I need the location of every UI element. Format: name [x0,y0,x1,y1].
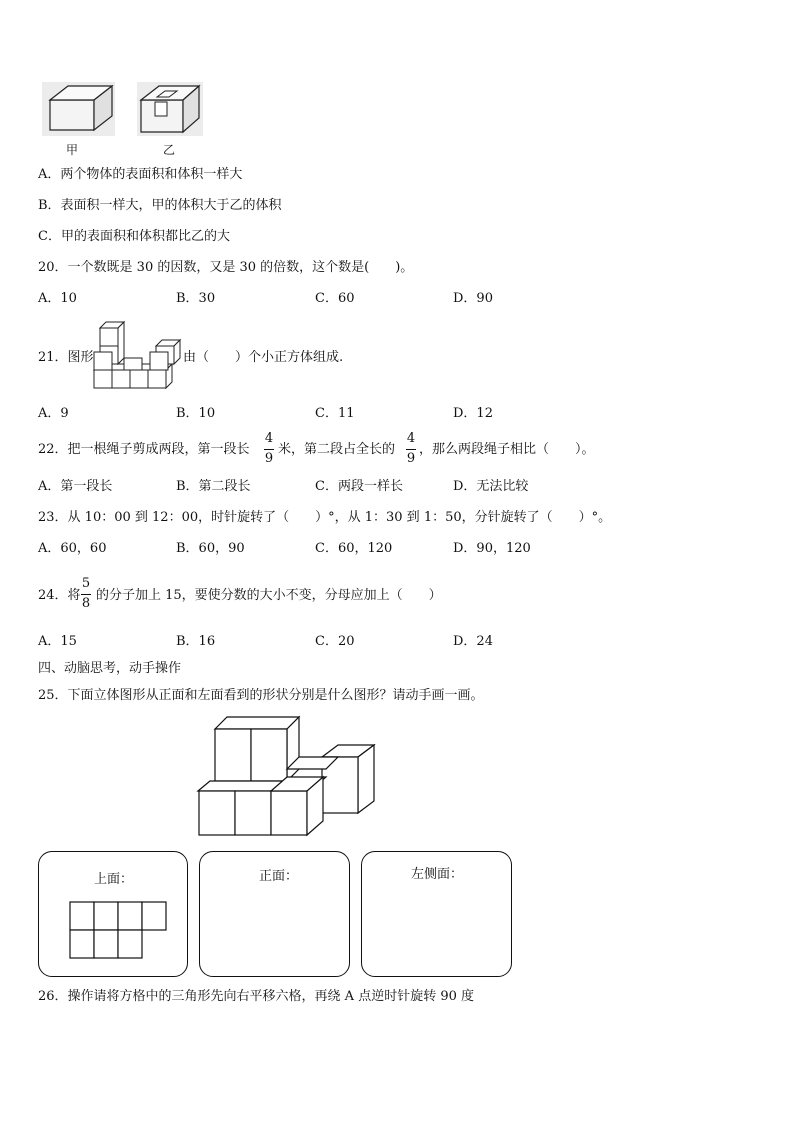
q24-fraction-bar [81,594,91,595]
q24-option-c[interactable]: C．20 [315,634,355,649]
q23-option-d[interactable]: D．90，120 [453,541,531,556]
q25-stem: 25．下面立体图形从正面和左面看到的形状分别是什么图形？请动手画一画。 [38,688,484,703]
front-view-title: 正面： [259,869,299,884]
hollow-block-yi-drawing [137,82,203,136]
figure-jia [42,82,115,136]
cuboid-jia-drawing [42,82,115,136]
q25-solid-figure [198,713,376,837]
q22-option-d[interactable]: D．无法比较 [453,479,529,494]
q21-cube-figure [93,322,183,390]
q24-stem-part2: 的分子加上 15，要使分数的大小不变，分母应加上（ ） [96,588,442,603]
q22-option-b[interactable]: B．第二段长 [176,479,251,494]
q22-stem-part2: 米，第二段占全长的 [278,442,396,457]
q26-stem: 26．操作请将方格中的三角形先向右平移六格，再绕 A 点逆时针旋转 90 度 [38,989,475,1004]
q21-option-c[interactable]: C．11 [315,406,355,421]
q22-fraction1-numerator: 4 [264,431,274,446]
q22-fraction2-bar [406,449,416,450]
q24-stem-part1: 24．将 [38,588,81,603]
q24-option-d[interactable]: D．24 [453,634,493,649]
q21-option-d[interactable]: D．12 [453,406,493,421]
q21-stem-suffix: 由（ ）个小正方体组成. [183,350,344,365]
section-heading: 四、动脑思考，动手操作 [38,661,182,676]
q24-option-b[interactable]: B．16 [176,634,216,649]
q19-option-c[interactable]: C．甲的表面积和体积都比乙的大 [38,229,230,244]
top-view-grid [69,901,169,961]
top-view-title: 上面： [94,872,134,887]
figure-yi [137,82,203,136]
q24-fraction-denominator: 8 [81,596,91,611]
q20-option-b[interactable]: B．30 [176,291,216,306]
q21-option-b[interactable]: B．10 [176,406,216,421]
front-view-box[interactable] [199,851,350,977]
q22-fraction2-denominator: 9 [406,451,416,466]
q20-option-d[interactable]: D．90 [453,291,493,306]
q19-option-b[interactable]: B．表面积一样大，甲的体积大于乙的体积 [38,198,282,213]
label-jia: 甲 [66,143,79,157]
q22-fraction1-denominator: 9 [264,451,274,466]
q23-option-a[interactable]: A．60，60 [38,541,107,556]
q19-option-a[interactable]: A．两个物体的表面积和体积一样大 [38,167,243,182]
q24-option-a[interactable]: A．15 [38,634,77,649]
q20-option-c[interactable]: C．60 [315,291,355,306]
q22-stem-part3: ，那么两段绳子相比（ ）。 [419,442,595,457]
q22-fraction2-numerator: 4 [406,431,416,446]
q24-fraction-numerator: 5 [81,576,91,591]
q23-stem: 23．从 10：00 到 12：00，时针旋转了（ ）°，从 1：30 到 1：50，分针旋转了（ ）°。 [38,510,612,525]
top-view-box [38,851,188,977]
q20-stem: 20．一个数既是 30 的因数，又是 30 的倍数，这个数是( )。 [38,260,414,275]
q22-option-a[interactable]: A．第一段长 [38,479,113,494]
q20-option-a[interactable]: A．10 [38,291,77,306]
q22-stem-part1: 22．把一根绳子剪成两段，第一段长 [38,442,250,457]
q23-option-c[interactable]: C．60，120 [315,541,393,556]
q21-stem-prefix: 21．图形 [38,350,94,365]
q21-option-a[interactable]: A．9 [38,406,69,421]
label-yi: 乙 [163,143,176,157]
q22-option-c[interactable]: C．两段一样长 [315,479,403,494]
q22-fraction1-bar [264,449,274,450]
q23-option-b[interactable]: B．60，90 [176,541,245,556]
left-view-title: 左侧面： [411,867,464,882]
left-view-box[interactable] [361,851,512,977]
